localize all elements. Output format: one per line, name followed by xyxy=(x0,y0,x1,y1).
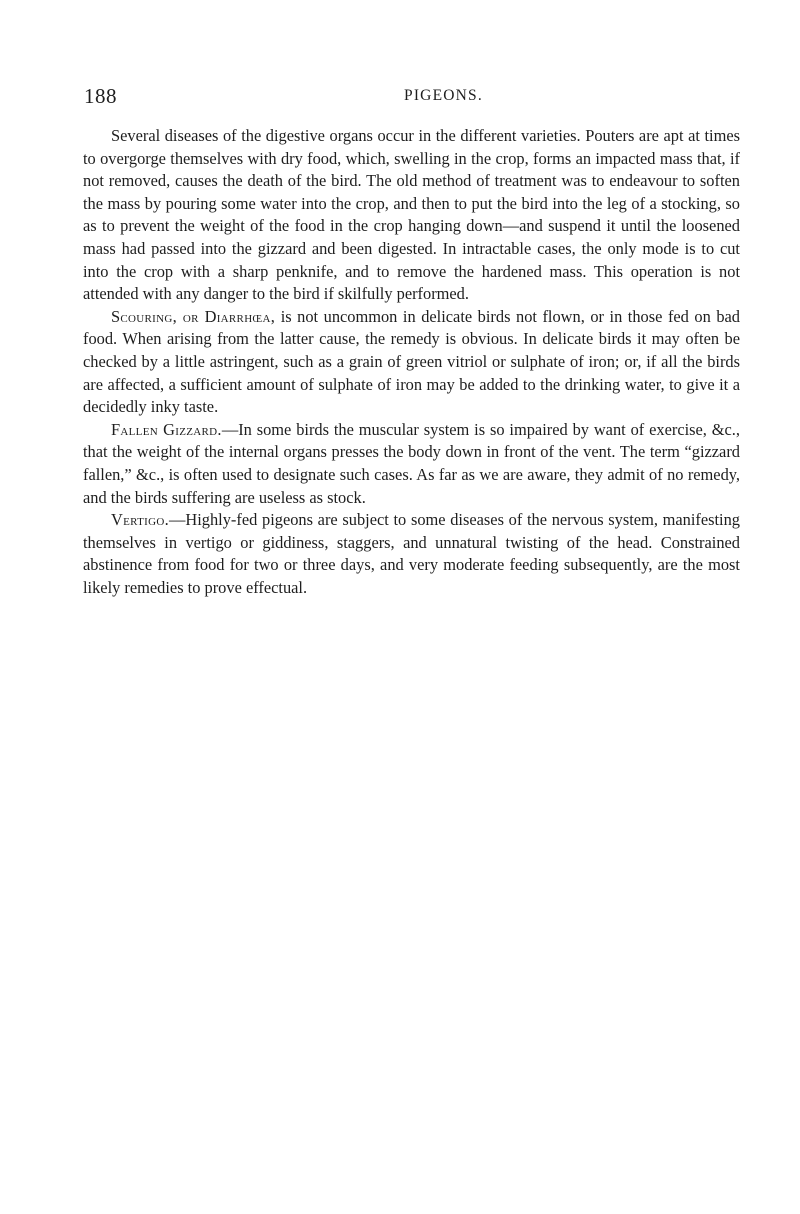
paragraph-text: is not uncommon in delicate birds not flown, or in those fed on bad food. When arising from the latter cause, the remedy is obvious. In delicate birds it may often be checked by a little astringent, such as a grain of green vitriol or sulphate of iron; or, if all the birds are affected, a sufficient amount of sulphate of iron may be added to the drinking water, to give it a decidedly inky taste. xyxy=(83,306,740,417)
running-head: PIGEONS. xyxy=(404,87,483,104)
paragraph-digestive-diseases xyxy=(83,125,740,306)
paragraph-text: Several diseases of the digestive organs occur in the different varieties. Pouters are apt at times to overgorge themselves with dry food, which, swelling in the crop, forms an impacted mass that, if not removed, causes the death of the bird. The old method of treatment was to endeavour to soften the mass by pouring some water into the crop, and then to put the bird into the leg of a stocking, so as to prevent the weight of the food in the crop hanging down—and suspend it until the loosened mass had passed into the gizzard and been digested. In intractable cases, the only mode is to cut into the crop with a sharp penknife, and to remove the hardened mass. This operation is not attended with any danger to the bird if skilfully performed. xyxy=(83,126,740,304)
paragraph-text: —Highly-fed pigeons are subject to some diseases of the nervous system, manifesting themselves in vertigo or giddiness, staggers, and unnatural twisting of the head. Constrained abstinence from food for two or three days, and very moderate feeding subsequently, are the most likely remedies to prove effectual. xyxy=(83,510,740,597)
paragraph-term: Vertigo. xyxy=(111,510,169,530)
paragraph-scouring xyxy=(83,306,740,419)
paragraph-term: Fallen Gizzard. xyxy=(111,419,222,439)
paragraph-term: Scouring, or Diarrhœa, xyxy=(111,306,276,326)
paragraph-fallen-gizzard xyxy=(83,419,740,509)
paragraph-text: —In some birds the muscular system is so impaired by want of exercise, &c., that the weight of the internal organs presses the body down in front of the vent. The term “gizzard fallen,” &c., is often used to designate such cases. As far as we are aware, they admit of no remedy, and the birds suffering are useless as stock. xyxy=(83,419,740,507)
paragraph-vertigo xyxy=(83,509,740,599)
page-header xyxy=(84,84,740,114)
body-text xyxy=(83,125,740,599)
page-number: 188 xyxy=(84,84,117,108)
